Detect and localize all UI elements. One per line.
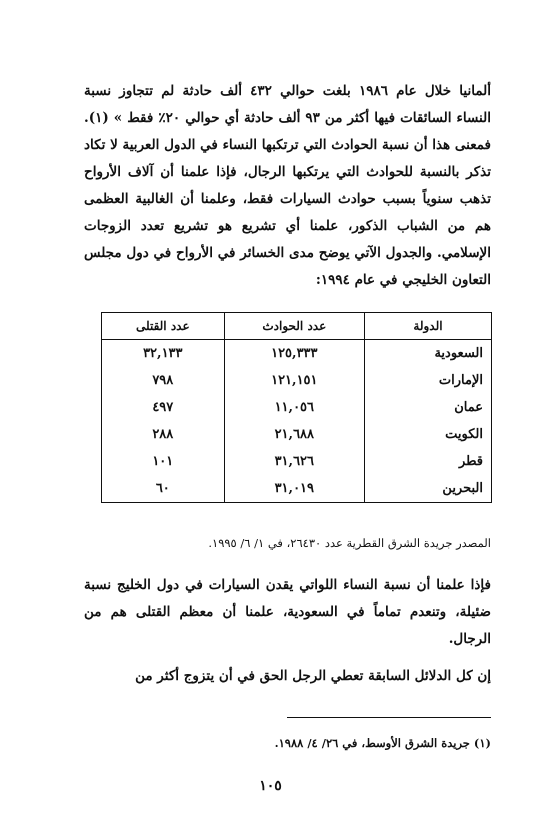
cell-accidents: ٣١,٠١٩ <box>224 475 364 503</box>
cell-deaths: ٦٠ <box>102 475 225 503</box>
table-row <box>102 448 492 475</box>
cell-accidents: ٢١,٦٨٨ <box>224 421 364 448</box>
cell-accidents: ١٢٥,٣٣٣ <box>224 340 364 368</box>
cell-deaths: ٧٩٨ <box>102 367 225 394</box>
header-accidents: عدد الحوادث <box>224 313 364 340</box>
cell-country: عمان <box>365 394 492 421</box>
page-number: ١٠٥ <box>259 778 282 794</box>
cell-deaths: ٤٩٧ <box>102 394 225 421</box>
cell-deaths: ٣٢,١٣٣ <box>102 340 225 368</box>
table-row <box>102 340 492 368</box>
cell-country: الإمارات <box>365 367 492 394</box>
footnote: (١) جريدة الشرق الأوسط، في ٢٦/ ٤/ ١٩٨٨. <box>274 736 491 750</box>
table-row <box>102 394 492 421</box>
cell-deaths: ٢٨٨ <box>102 421 225 448</box>
cell-country: قطر <box>365 448 492 475</box>
body-paragraph-1: ألمانيا خلال عام ١٩٨٦ بلغت حوالي ٤٣٢ ألف حادثة لم تتجاوز نسبة النساء السائقات فيها أكثر من ٩٣ ألف حادثة أي حوالي ٢٠٪ فقط » (١). فمعنى هذا أن نسبة الحوادث التي ترتكبها النساء في الدول العربية لا تكاد تذكر بالنسبة للحوادث التي يرتكبها الرجال، فإذا علمنا أن آلاف الأرواح تذهب سنوياً بسبب حوادث السيارات فقط، وعلمنا أن الغالبية العظمى هم من الشباب الذكور، علمنا أي تشريع هو تشريع تعدد الزوجات الإسلامي. والجدول الآتي يوضح مدى الخسائر في الأرواح في دول مجلس التعاون الخليجي في عام ١٩٩٤: <box>84 83 492 288</box>
header-country: الدولة <box>365 313 492 340</box>
cell-deaths: ١٠١ <box>102 448 225 475</box>
cell-country: البحرين <box>365 475 492 503</box>
cell-accidents: ١١,٠٥٦ <box>224 394 364 421</box>
cell-country: الكويت <box>365 421 492 448</box>
body-paragraph-3: إن كل الدلائل السابقة تعطي الرجل الحق في أن يتزوج أكثر من <box>135 668 491 684</box>
table-row <box>102 367 492 394</box>
table-header-row <box>102 313 492 340</box>
body-paragraph-2: فإذا علمنا أن نسبة النساء اللواتي يقدن السيارات في دول الخليج نسبة ضئيلة، وتنعدم تماماً في السعودية، علمنا أن معظم القتلى هم من الرجال. <box>84 577 491 647</box>
header-deaths: عدد القتلى <box>102 313 225 340</box>
cell-accidents: ٣١,٦٢٦ <box>224 448 364 475</box>
table-source: المصدر جريدة الشرق القطرية عدد ٢٦٤٣٠، في ١/ ٦/ ١٩٩٥. <box>208 536 491 550</box>
table-row <box>102 421 492 448</box>
cell-accidents: ١٢١,١٥١ <box>224 367 364 394</box>
footnote-divider <box>287 717 491 718</box>
table-row <box>102 475 492 503</box>
cell-country: السعودية <box>365 340 492 368</box>
accidents-table <box>101 312 492 503</box>
